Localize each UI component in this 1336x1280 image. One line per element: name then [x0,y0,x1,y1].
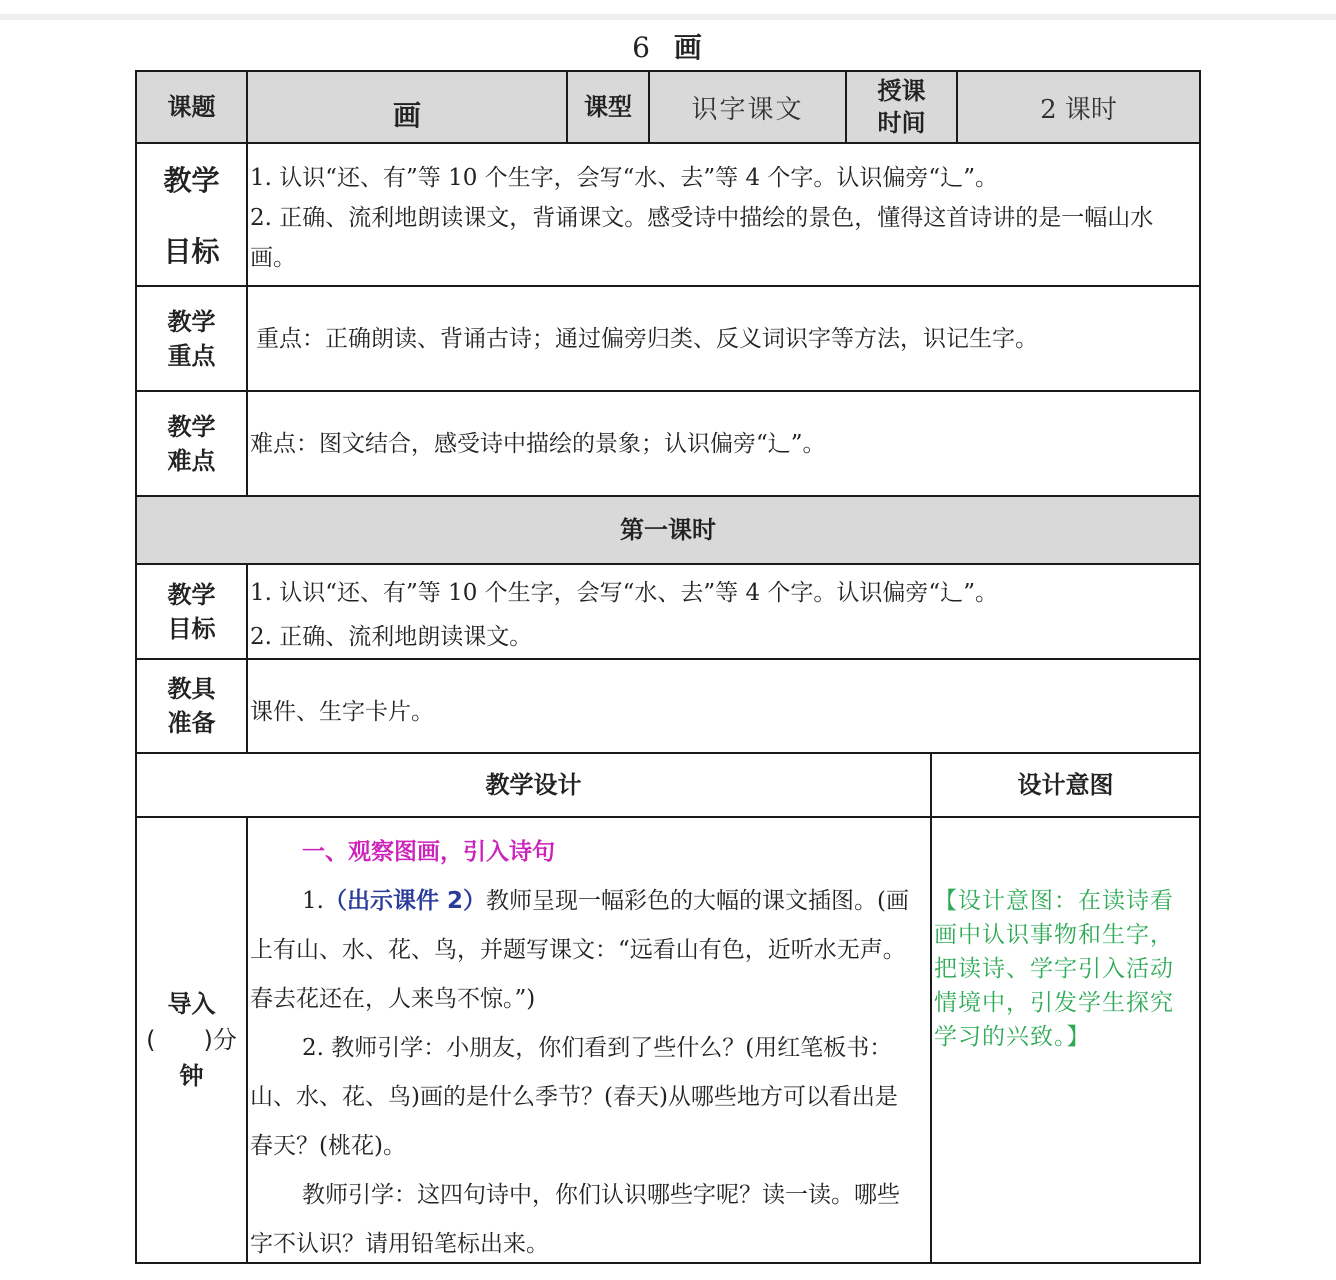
key-points-label-line2: 重点 [167,341,216,370]
design-content-cell [246,816,932,1264]
time-label-line1: 授课 [877,77,926,105]
lesson-title: 画 [673,31,704,64]
time-label-line2: 时间 [877,109,926,137]
lesson1-goals-content-cell [246,563,1201,660]
step-1 [250,877,918,1024]
type-label-cell [566,70,650,144]
type-label: 课型 [584,93,632,121]
difficulties-label-cell [135,390,248,497]
stage-label-line1: 导入 [167,990,216,1018]
time-value-cell [956,70,1201,144]
step-3: 教师引学：这四句诗中，你们认识哪些字呢？读一读。哪些字不认识？请用铅笔标出来。 [250,1182,900,1257]
intent-content-cell [930,816,1201,1264]
lesson1-goals-label-cell [135,563,248,660]
tools-label-line1: 教具 [167,675,216,703]
top-divider-bar [0,14,1336,20]
goal-item-2: 2. 正确、流利地朗读课文，背诵课文。感受诗中描绘的景色，懂得这首诗讲的是一幅山水画。 [250,205,1154,271]
difficulties-text: 难点：图文结合，感受诗中描绘的景象；认识偏旁“辶”。 [250,430,826,457]
key-points-content-cell [246,285,1201,392]
key-points-label-cell [135,285,248,392]
tools-label-cell [135,658,248,754]
type-value-cell [648,70,847,144]
design-header-cell [135,752,932,818]
key-points-text: 重点：正确朗读、背诵古诗；通过偏旁归类、反义词识字等方法，识记生字。 [256,325,1038,352]
stage-label-cell [135,816,248,1264]
difficulties-label-line2: 难点 [167,446,216,475]
goals-label-cell [135,142,248,287]
key-points-label-line1: 教学 [167,307,216,336]
intent-text: 【设计意图：在读诗看画中认识事物和生字，把读诗、学字引入活动情境中，引发学生探究学习的兴致。】 [934,888,1174,1050]
lesson1-goals-label-line1: 教学 [167,580,216,609]
lesson1-goals-label-line2: 目标 [167,614,216,643]
difficulties-label-line1: 教学 [167,412,216,441]
section-heading: 一、观察图画，引入诗句 [302,839,555,865]
topic-value-cell [246,70,568,144]
topic-label-cell [135,70,248,144]
lesson1-title-cell [135,495,1201,565]
tools-label-line2: 准备 [167,709,216,737]
goal-item-1: 1. 认识“还、有”等 10 个生字，会写“水、去”等 4 个字。认识偏旁“辶”。 [250,165,998,191]
lesson1-goal-item-1: 1. 认识“还、有”等 10 个生字，会写“水、去”等 4 个字。认识偏旁“辶”。 [250,580,998,606]
tools-text: 课件、生字卡片。 [250,699,434,725]
lesson1-goal-item-2: 2. 正确、流利地朗读课文。 [250,624,533,650]
difficulties-content-cell [246,390,1201,497]
step1-text: 教师呈现一幅彩色的大幅的课文插图。(画上有山、水、花、鸟，并题写课文：“远看山有色，近听水无声。春去花还在，人来鸟不惊。”) [250,888,909,1012]
step-2: 2. 教师引学：小朋友，你们看到了些什么？(用红笔板书：山、水、花、鸟)画的是什么季节？(春天)从哪些地方可以看出是春天？(桃花)。 [250,1035,898,1159]
topic-label: 课题 [167,93,216,121]
intent-header: 设计意图 [1017,771,1114,799]
design-header: 教学设计 [485,771,582,799]
time-value: 2 课时 [1040,94,1117,125]
lesson1-title: 第一课时 [620,516,716,544]
courseware-reference: （出示课件 2） [323,888,486,914]
intent-header-cell [930,752,1201,818]
tools-content-cell [246,658,1201,754]
type-value: 识字课文 [691,94,804,125]
lesson-number: 6 [632,31,652,64]
time-label-cell [845,70,958,144]
stage-label-line3: 钟 [179,1062,204,1090]
goals-label-line2: 目标 [163,234,220,268]
step1-prefix: 1. [302,888,324,914]
topic-value: 画 [392,99,421,132]
stage-label-line2: ( )分 [146,1026,237,1054]
document-title [0,26,1336,66]
goals-label-line1: 教学 [163,164,220,198]
goals-content-cell [246,142,1201,287]
